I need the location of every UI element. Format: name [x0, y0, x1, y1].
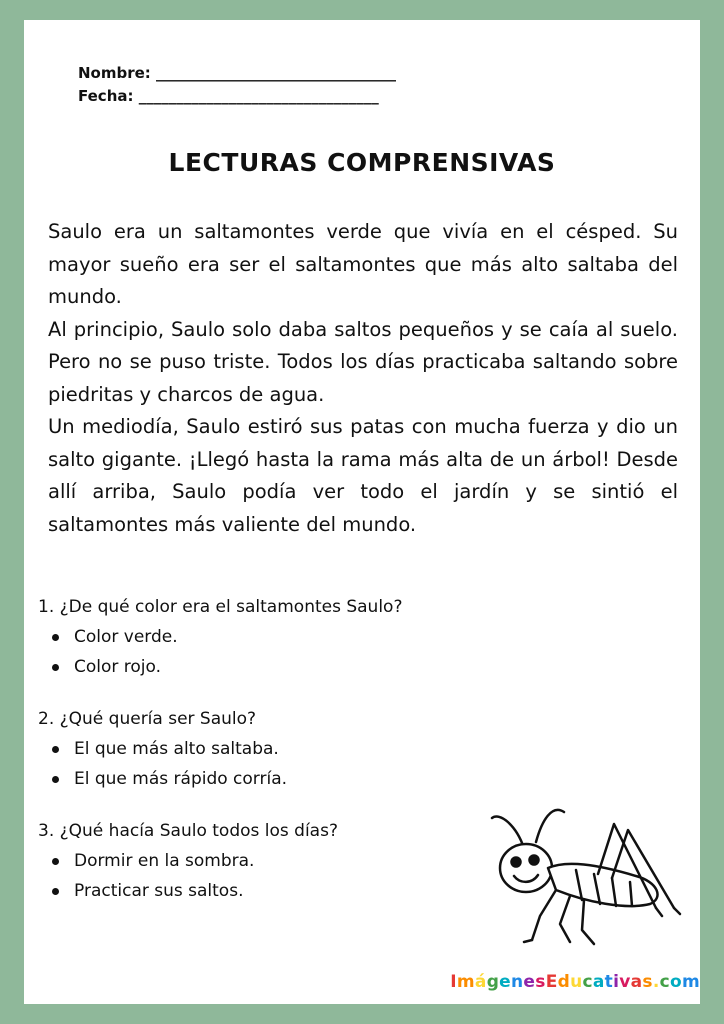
answer-options — [38, 734, 498, 794]
answer-options — [38, 846, 498, 906]
bullet-icon — [52, 776, 59, 783]
option-label: El que más alto saltaba. — [74, 739, 279, 759]
answer-option[interactable] — [50, 652, 498, 682]
answer-option[interactable] — [50, 876, 498, 906]
option-label: El que más rápido corría. — [74, 769, 288, 789]
question-2 — [38, 704, 498, 794]
answer-options — [38, 622, 498, 682]
bullet-icon — [52, 664, 59, 671]
bullet-icon — [52, 858, 59, 865]
answer-option[interactable] — [50, 846, 498, 876]
page-title: LECTURAS COMPRENSIVAS — [168, 148, 556, 177]
option-label: Practicar sus saltos. — [74, 881, 244, 901]
story-paragraph: Un mediodía, Saulo estiró sus patas con mucha fuerza y dio un salto gigante. ¡Llegó hasta la rama más alta de un árbol! Desde allí arriba, Saulo podía ver todo el jardín y se sintió el saltamontes más valiente del mundo. — [48, 415, 678, 536]
questions-section — [38, 592, 498, 928]
worksheet-page — [24, 20, 700, 1004]
story-paragraph: Al principio, Saulo solo daba saltos pequeños y se caía al suelo. Pero no se puso triste. Todos los días practicaba saltando sobre piedritas y charcos de agua. — [48, 317, 678, 406]
bullet-icon — [52, 888, 59, 895]
bullet-icon — [52, 634, 59, 641]
question-3 — [38, 816, 498, 906]
brand-logo[interactable]: ImágenesEducativas.com — [450, 972, 700, 992]
student-info — [78, 62, 396, 108]
name-field[interactable]: Nombre: ________________________________ — [78, 64, 397, 82]
date-field[interactable]: Fecha: ________________________________ — [78, 87, 379, 105]
question-text: 3. ¿Qué hacía Saulo todos los días? — [38, 821, 338, 841]
answer-option[interactable] — [50, 734, 498, 764]
bullet-icon — [52, 746, 59, 753]
question-1 — [38, 592, 498, 682]
option-label: Color verde. — [74, 627, 178, 647]
question-text: 1. ¿De qué color era el saltamontes Saulo? — [38, 597, 403, 617]
grasshopper-icon — [486, 790, 686, 952]
answer-option[interactable] — [50, 764, 498, 794]
answer-option[interactable] — [50, 622, 498, 652]
reading-text — [48, 216, 678, 541]
question-text: 2. ¿Qué quería ser Saulo? — [38, 709, 257, 729]
option-label: Dormir en la sombra. — [74, 851, 255, 871]
option-label: Color rojo. — [74, 657, 162, 677]
story-paragraph: Saulo era un saltamontes verde que vivía en el césped. Su mayor sueño era ser el saltamontes que más alto saltaba del mundo. — [48, 220, 678, 308]
